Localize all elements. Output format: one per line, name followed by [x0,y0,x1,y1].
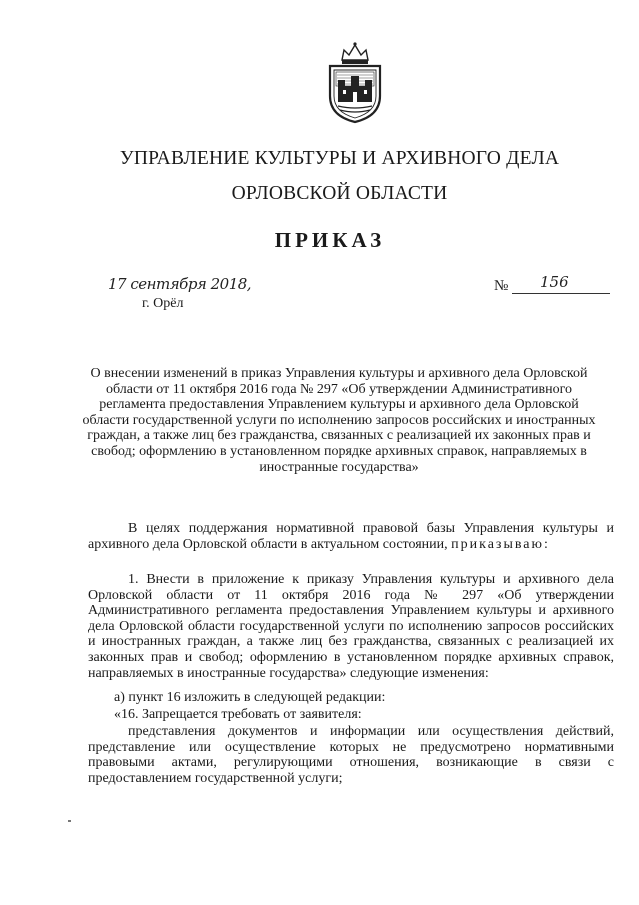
coat-of-arms-icon [324,40,386,124]
item-1-paragraph: 1. Внести в приложение к приказу Управления культуры и архивного дела Орловской области от 11 октября 2016 года № 297 «Об утверждении Административного регламента предоставления Управлением культуры и архивного дела Орловской области государственной услуги по исполнению запросов российских и иностранных граждан, а также лиц без гражданства, связанных с реализацией их законных прав и свобод; оформлению в установленном порядке архивных справок, направляемых в иностранные государства» следующие изменения: [88,572,614,681]
clause-16-text: представления документов и информации или осуществления действий, представление или осуществление которых не предусмотрено нормативными правовыми актами, регулирующими отношения, возникающие в связи с предоставлением государственной услуги; [88,724,614,786]
order-word: приказываю: [451,536,550,552]
handwritten-date [108,275,258,297]
organization-name-line2: ОРЛОВСКОЙ ОБЛАСТИ [231,183,448,204]
document-type-title: ПРИКАЗ [274,228,386,252]
order-number-label: № [494,278,509,294]
scan-speck [68,820,71,822]
organization-name-line1: УПРАВЛЕНИЕ КУЛЬТУРЫ И АРХИВНОГО ДЕЛА [119,148,560,169]
clause-16-heading: «16. Запрещается требовать от заявителя: [114,707,362,722]
item-1a-paragraph: а) пункт 16 изложить в следующей редакции: [114,690,386,705]
preamble-paragraph [88,521,614,552]
handwritten-order-number: 156 [540,273,569,291]
order-number-underline [512,293,610,294]
preamble-text: В целях поддержания нормативной правовой базы Управления культуры и архивного дела Орловской области в актуальном состоянии, [88,521,614,552]
city-label: г. Орёл [142,296,184,311]
order-subject: О внесении изменений в приказ Управления культуры и архивного дела Орловской области от 11 октября 2016 года № 297 «Об утверждении Административного регламента предоставления Управлением культуры и архивного дела Орловской области государственной услуги по исполнению запросов российских и иностранных граждан, а также лиц без гражданства, связанных с реализацией их законных прав и свобод; оформлению в установленном порядке архивных справок, направляемых в иностранные государства» [82,366,596,475]
handwritten-date-text: 17 сентября 2018, [108,275,252,293]
